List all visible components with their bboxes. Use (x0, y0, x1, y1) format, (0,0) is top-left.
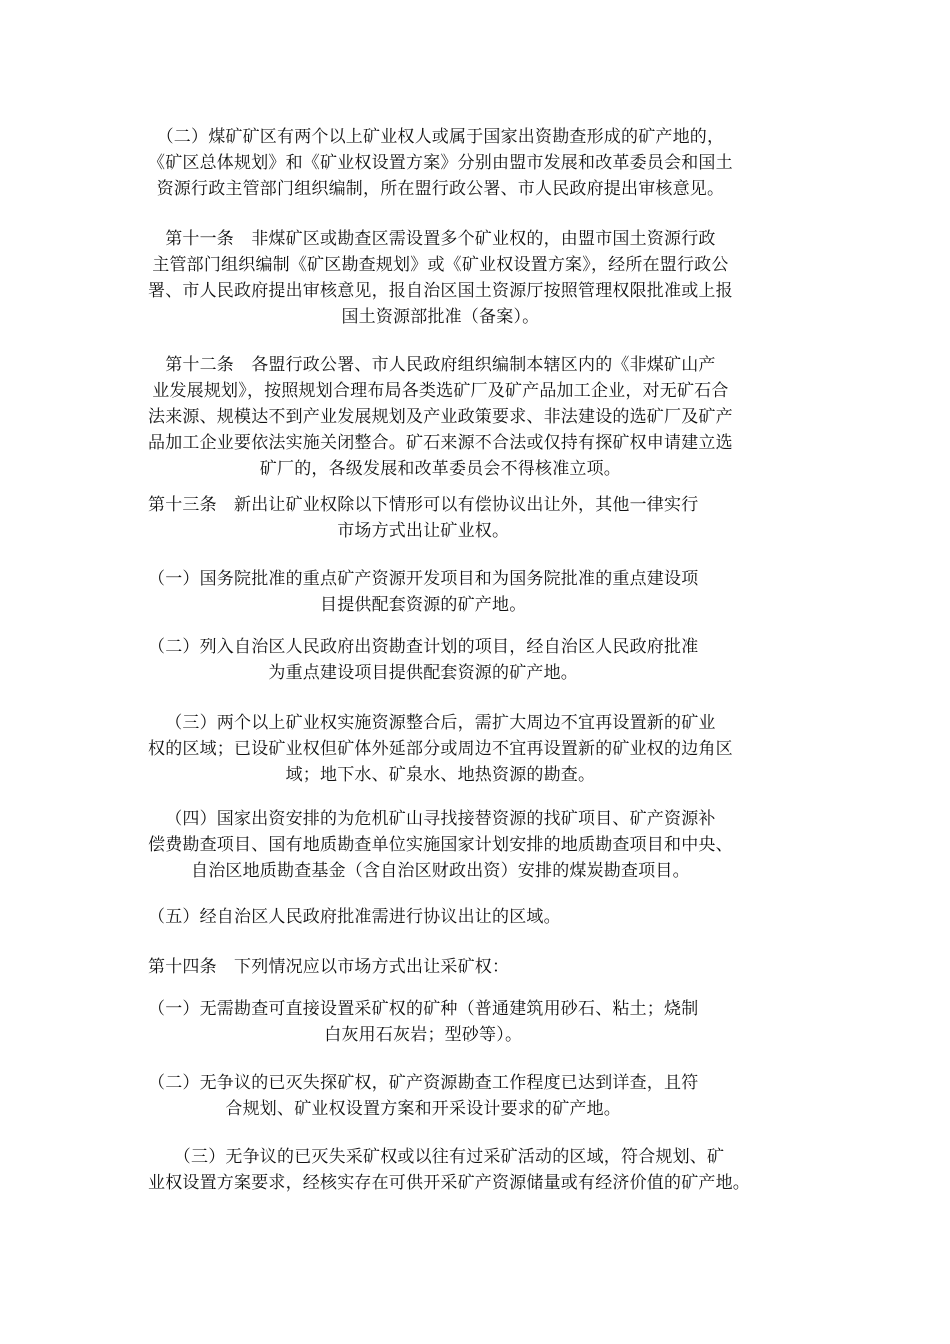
paragraph-line: 法来源、规模达不到产业发展规划及产业政策要求、非法建设的选矿厂及矿产 (148, 407, 733, 427)
paragraph-article-12 (148, 352, 733, 482)
paragraph-line: （一）国务院批准的重点矿产资源开发项目和为国务院批准的重点建设项 (148, 569, 699, 589)
paragraph-line: （五）经自治区人民政府批准需进行协议出让的区域。 (148, 907, 561, 927)
paragraph-article-13-item-1 (148, 566, 698, 618)
paragraph-article-14-item-1 (148, 996, 698, 1048)
paragraph-line: （四）国家出资安排的为危机矿山寻找接替资源的找矿项目、矿产资源补 (165, 809, 716, 829)
paragraph-line: （二）无争议的已灭失探矿权，矿产资源勘查工作程度已达到详查，且符 (148, 1073, 699, 1093)
paragraph-line: 主管部门组织编制《矿区勘查规划》或《矿业权设置方案》，经所在盟行政公 (152, 255, 729, 275)
paragraph-article-11 (148, 226, 733, 330)
paragraph-line: 业发展规划》，按照规划合理布局各类选矿厂及矿产品加工企业，对无矿石合 (152, 381, 729, 401)
paragraph-article-13-item-5 (148, 904, 561, 930)
paragraph-article-13-item-4 (148, 806, 733, 884)
paragraph-article-13-item-3 (148, 710, 733, 788)
paragraph-line: 第十四条 下列情况应以市场方式出让采矿权： (148, 957, 510, 977)
paragraph-line: 域；地下水、矿泉水、地热资源的勘查。 (285, 765, 596, 785)
paragraph-line: 第十三条 新出让矿业权除以下情形可以有偿协议出让外，其他一律实行 (148, 495, 699, 515)
paragraph-line: 矿厂的，各级发展和改革委员会不得核准立项。 (259, 459, 621, 479)
paragraph-line: 权的区域；已设矿业权但矿体外延部分或周边不宜再设置新的矿业权的边角区 (148, 739, 733, 759)
paragraph-article-13 (148, 492, 698, 544)
paragraph-line: 第十一条 非煤矿区或勘查区需设置多个矿业权的，由盟市国土资源行政 (165, 229, 716, 249)
paragraph-line: （一）无需勘查可直接设置采矿权的矿种（普通建筑用砂石、粘土；烧制 (148, 999, 699, 1019)
paragraph-article-14-item-3 (148, 1144, 750, 1196)
paragraph-line: （三）两个以上矿业权实施资源整合后，需扩大周边不宜再设置新的矿业 (165, 713, 716, 733)
paragraph-line: （三）无争议的已灭失采矿权或以往有过采矿活动的区域，符合规划、矿 (173, 1147, 725, 1167)
paragraph-article-13-item-2 (148, 634, 698, 686)
paragraph-line: 为重点建设项目提供配套资源的矿产地。 (268, 663, 578, 683)
paragraph-article-14 (148, 954, 509, 980)
paragraph-line: 资源行政主管部门组织编制，所在盟行政公署、市人民政府提出审核意见。 (156, 179, 725, 199)
paragraph-line: 自治区地质勘查基金（含自治区财政出资）安排的煤炭勘查项目。 (191, 861, 690, 881)
paragraph-line: （二）列入自治区人民政府出资勘查计划的项目，经自治区人民政府批准 (148, 637, 699, 657)
paragraph-line: 偿费勘查项目、国有地质勘查单位实施国家计划安排的地质勘查项目和中央、 (148, 835, 733, 855)
paragraph-article-14-item-2 (148, 1070, 698, 1122)
paragraph-line: 第十二条 各盟行政公署、市人民政府组织编制本辖区内的《非煤矿山产 (165, 355, 716, 375)
paragraph-line: 品加工企业要依法实施关闭整合。矿石来源不合法或仅持有探矿权申请建立选 (148, 433, 733, 453)
paragraph-line: 合规划、矿业权设置方案和开采设计要求的矿产地。 (225, 1099, 621, 1119)
paragraph-line: （二）煤矿矿区有两个以上矿业权人或属于国家出资勘查形成的矿产地的， (156, 127, 725, 147)
paragraph-coal-mining-area-planning (148, 124, 733, 202)
paragraph-line: 《矿区总体规划》和《矿业权设置方案》分别由盟市发展和改革委员会和国土 (148, 153, 733, 173)
paragraph-line: 市场方式出让矿业权。 (337, 521, 510, 541)
paragraph-line: 目提供配套资源的矿产地。 (320, 595, 527, 615)
paragraph-line: 国土资源部批准（备案）。 (341, 307, 540, 327)
paragraph-line: 白灰用石灰岩；型砂等）。 (324, 1025, 523, 1045)
paragraph-line: 署、市人民政府提出审核意见，报自治区国土资源厅按照管理权限批准或上报 (148, 281, 733, 301)
paragraph-line: 业权设置方案要求，经核实存在可供开采矿产资源储量或有经济价值的矿产地。 (148, 1173, 750, 1193)
